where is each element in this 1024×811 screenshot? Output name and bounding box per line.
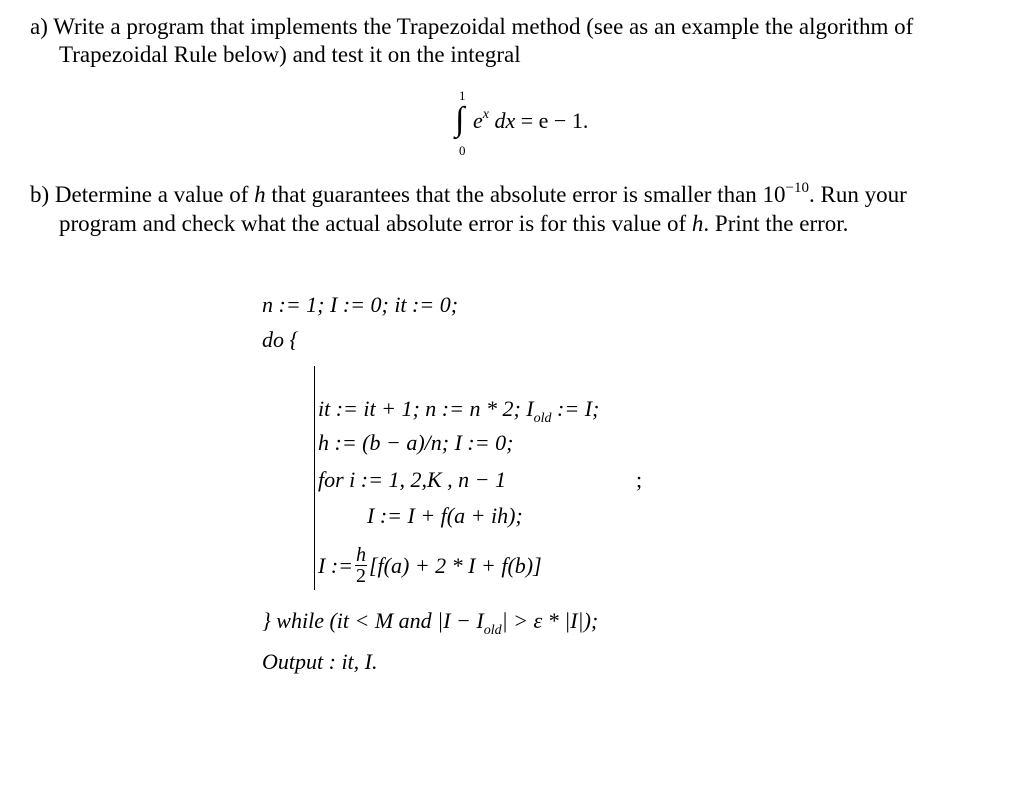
algorithm-do: do { bbox=[262, 327, 299, 352]
algorithm-while bbox=[262, 608, 599, 638]
fraction-numerator: h bbox=[356, 544, 366, 566]
part-b-line-1-post: . Run your bbox=[809, 182, 907, 207]
loop-body-bar bbox=[314, 366, 315, 590]
algorithm-line-3: for i := 1, 2,K , n − 1 bbox=[318, 467, 506, 492]
part-b-line-2-pre: program and check what the actual absolute error is for this value of bbox=[59, 211, 692, 236]
while-post: | > ε * |I|); bbox=[501, 608, 599, 633]
algorithm-output: Output : it, I. bbox=[262, 649, 378, 674]
integrand-base: e bbox=[473, 108, 483, 133]
algorithm-line-1-tail: := I; bbox=[551, 396, 600, 421]
h-over-2-fraction bbox=[355, 545, 367, 586]
algorithm-line-3-semicolon: ; bbox=[636, 467, 643, 492]
part-b-line-2 bbox=[59, 210, 848, 238]
integral-rhs: = e − 1. bbox=[520, 108, 589, 133]
h-variable-2: h bbox=[691, 211, 704, 236]
tolerance-exponent: −10 bbox=[785, 180, 810, 196]
part-a-line-2: Trapezoidal Rule below) and test it on the integral bbox=[59, 42, 521, 67]
part-a-line-1: a) Write a program that implements the Trapezoidal method (see as an example the algorithm of bbox=[30, 14, 914, 39]
integrand-exponent: x bbox=[482, 107, 489, 122]
integral-sign: ∫ bbox=[455, 101, 465, 138]
algorithm-line-1-sub: old bbox=[533, 411, 552, 426]
integral-dx: dx bbox=[494, 108, 516, 133]
while-pre: } while (it < M and |I − I bbox=[262, 608, 484, 633]
part-b-line-1 bbox=[30, 181, 907, 212]
fraction-denominator: 2 bbox=[356, 565, 366, 587]
algorithm-line-5-rhs: [f(a) + 2 * I + f(b)] bbox=[369, 552, 542, 578]
integrand bbox=[473, 108, 588, 134]
h-variable: h bbox=[254, 182, 266, 207]
part-b-line-1-mid: that guarantees that the absolute error is smaller than 10 bbox=[265, 182, 786, 207]
integral-lower-limit: 0 bbox=[459, 143, 466, 158]
integral-upper-limit: 1 bbox=[459, 88, 466, 103]
part-b-line-1-pre: b) Determine a value of bbox=[30, 182, 255, 207]
algorithm-line-4: I := I + f(a + ih); bbox=[367, 503, 523, 528]
while-sub: old bbox=[483, 623, 502, 638]
algorithm-line-1-text: it := it + 1; n := n * 2; I bbox=[318, 396, 534, 421]
part-b-line-2-post: . Print the error. bbox=[703, 211, 849, 236]
algorithm-line-5-lhs: I := bbox=[318, 552, 353, 578]
algorithm-init: n := 1; I := 0; it := 0; bbox=[262, 292, 459, 317]
algorithm-line-1 bbox=[318, 396, 600, 426]
algorithm-line-2: h := (b − a)/n; I := 0; bbox=[318, 430, 514, 455]
algorithm-line-5 bbox=[318, 545, 542, 586]
